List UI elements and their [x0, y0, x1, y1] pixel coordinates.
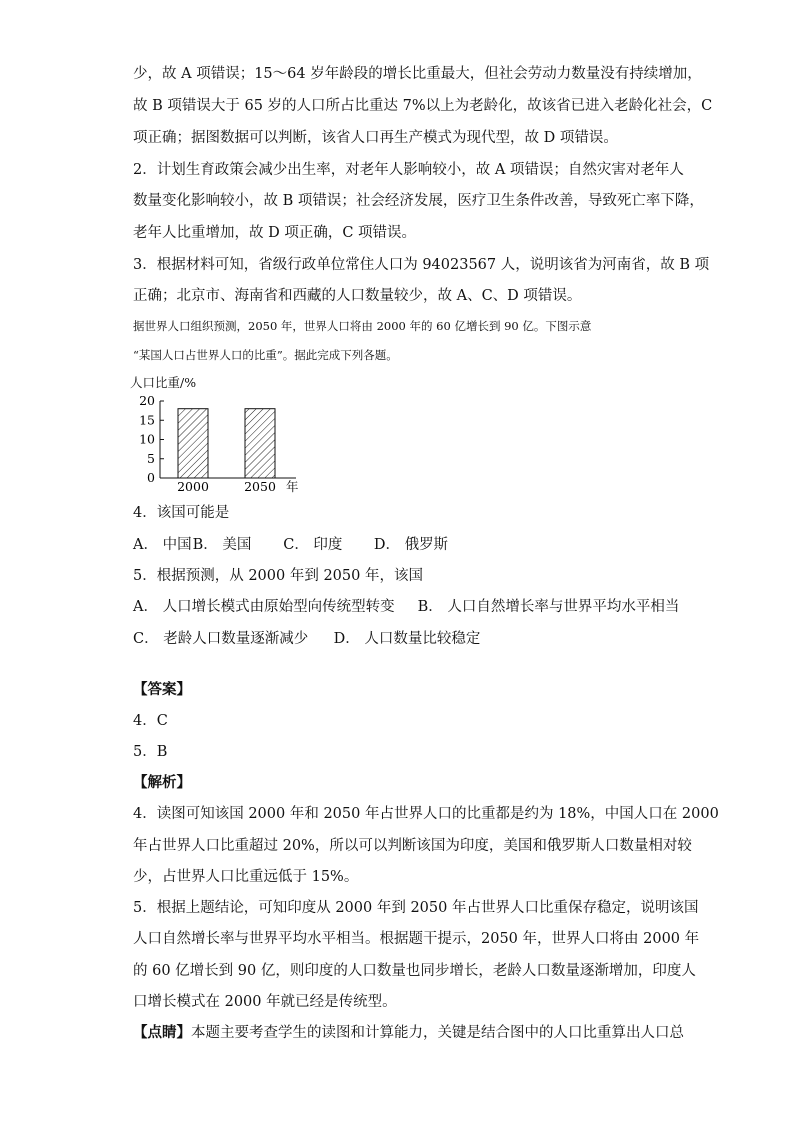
line-7: 3．根据材料可知，省级行政单位常住人口为 94023567 人，说明该省为河南省，故 B 项: [133, 257, 710, 273]
material-line-1: 据世界人口组织预测，2050 年，世界人口将由 2000 年的 60 亿增长到 90 亿。下图示意: [133, 319, 592, 333]
q4-option-d: D． 俄罗斯: [373, 537, 449, 553]
explanation-line-7: 口增长模式在 2000 年就已经是传统型。: [133, 994, 397, 1010]
question-5-options-cd: [133, 629, 480, 649]
question-5-options-ab: [133, 597, 679, 617]
y-tick-label: 20: [139, 393, 155, 408]
tip-text: 本题主要考查学生的读图和计算能力，关键是结合图中的人口比重算出人口总: [191, 1025, 684, 1041]
y-tick-label: 15: [139, 412, 155, 428]
q5-option-c: C． 老龄人口数量逐渐减少: [133, 631, 309, 647]
explanation-line-6: 的 60 亿增长到 90 亿，则印度的人口数量也同步增长，老龄人口数量逐渐增加，印度人: [133, 963, 696, 979]
bar-2000: [178, 409, 208, 478]
x-tick-label: 2000: [177, 479, 209, 494]
bar-2050: [245, 409, 275, 478]
line-6: 老年人比重增加，故 D 项正确，C 项错误。: [133, 225, 417, 241]
line-3: 项正确；据图数据可以判断，该省人口再生产模式为现代型，故 D 项错误。: [133, 130, 618, 146]
answer-5: 5．B: [133, 744, 168, 760]
line-1: 少，故 A 项错误；15～64 岁年龄段的增长比重最大，但社会劳动力数量没有持续增加，: [133, 66, 702, 82]
answer-4: 4．C: [133, 713, 168, 729]
q5-option-d: D． 人口数量比较稳定: [333, 631, 481, 647]
y-tick-label: 5: [147, 450, 155, 466]
line-8: 正确；北京市、海南省和西藏的人口数量较少，故 A、C、D 项错误。: [133, 288, 582, 304]
question-5: 5．根据预测，从 2000 年到 2050 年，该国: [133, 568, 423, 584]
y-tick-label: 0: [147, 470, 155, 485]
question-4-options: [133, 535, 448, 555]
chart-ylabel: 人口比重/%: [130, 375, 197, 390]
q5-option-a: A． 人口增长模式由原始型向传统型转变: [133, 599, 395, 615]
line-2: 故 B 项错误大于 65 岁的人口所占比重达 7%以上为老龄化，故该省已进入老龄化社会，C: [133, 98, 713, 114]
explanation-line-4: 5．根据上题结论，可知印度从 2000 年到 2050 年占世界人口比重保存稳定，说明该国: [133, 900, 699, 916]
q4-option-b: B． 美国: [192, 537, 252, 553]
tip-heading: 【点睛】: [133, 1024, 191, 1041]
answer-heading: 【答案】: [133, 681, 191, 698]
y-tick-label: 10: [139, 431, 155, 447]
question-4: 4．该国可能是: [133, 505, 230, 521]
line-5: 数量变化影响较小，故 B 项错误；社会经济发展，医疗卫生条件改善，导致死亡率下降，: [133, 193, 704, 209]
population-share-chart: [128, 374, 318, 496]
material-line-2: “某国人口占世界人口的比重”。据此完成下列各题。: [133, 348, 398, 362]
q4-option-a: A． 中国: [133, 537, 192, 553]
explanation-line-5: 人口自然增长率与世界平均水平相当。根据题干提示，2050 年，世界人口将由 2000 年: [133, 931, 700, 947]
line-4: 2．计划生育政策会减少出生率，对老年人影响较小，故 A 项错误；自然灾害对老年人: [133, 162, 684, 178]
q5-option-b: B． 人口自然增长率与世界平均水平相当: [417, 599, 680, 615]
explanation-heading: 【解析】: [133, 774, 191, 791]
x-unit-label: 年: [286, 479, 299, 494]
explanation-line-1: 4．读图可知该国 2000 年和 2050 年占世界人口的比重都是约为 18%，中国人口在 2000: [133, 806, 719, 822]
q4-option-c: C． 印度: [283, 537, 343, 553]
explanation-line-3: 少，占世界人口比重远低于 15%。: [133, 869, 359, 885]
explanation-line-2: 年占世界人口比重超过 20%，所以可以判断该国为印度，美国和俄罗斯人口数量相对较: [133, 838, 692, 854]
x-tick-label: 2050: [244, 479, 276, 494]
explanation-line-8: [133, 1023, 684, 1043]
